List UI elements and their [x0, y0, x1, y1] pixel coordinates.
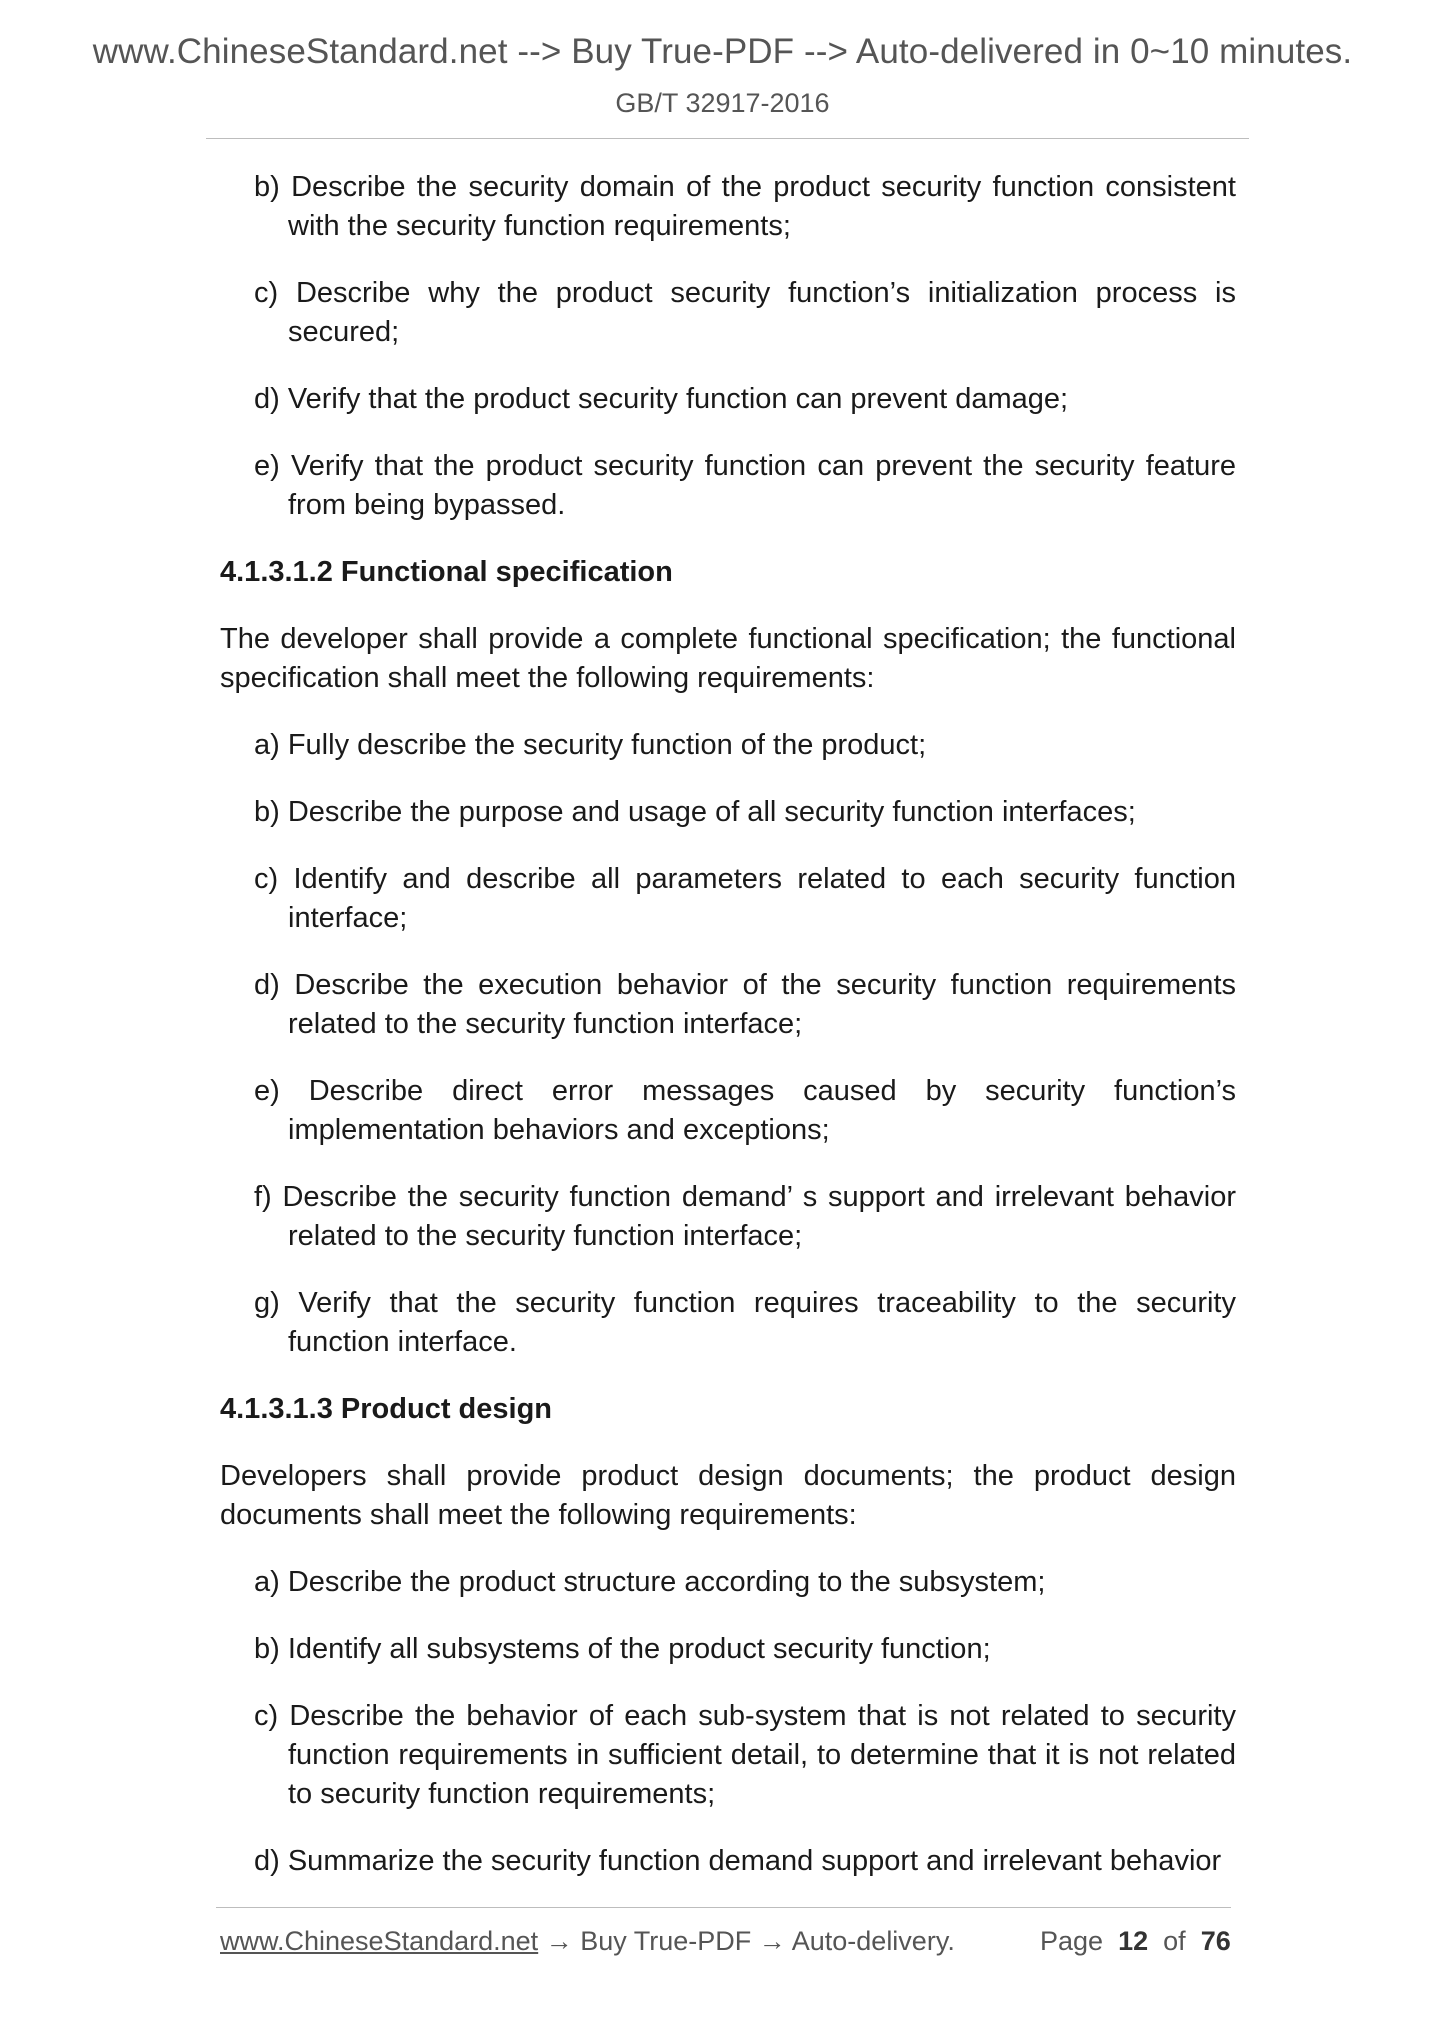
- total-pages: 76: [1200, 1926, 1231, 1956]
- page-indicator: [1040, 1926, 1231, 1957]
- list-item: d) Verify that the product security function can prevent damage;: [254, 383, 1069, 415]
- standard-number: GB/T 32917-2016: [615, 88, 830, 118]
- list-item: b) Describe the security domain of the product security function consistent with the security function requirements;: [254, 171, 1236, 242]
- top-banner: www.ChineseStandard.net --> Buy True-PDF --> Auto-delivered in 0~10 minutes.: [92, 32, 1353, 71]
- list-item: a) Fully describe the security function of the product;: [254, 729, 927, 761]
- document-body: [220, 168, 1236, 1909]
- header-divider: [206, 138, 1249, 139]
- section-intro: Developers shall provide product design documents; the product design documents shall meet the following requirements:: [220, 1460, 1236, 1531]
- footer-divider: [216, 1907, 1231, 1908]
- site-link[interactable]: www.ChineseStandard.net: [220, 1926, 539, 1956]
- of-label: of: [1163, 1926, 1186, 1956]
- list-item: a) Describe the product structure according to the subsystem;: [254, 1566, 1046, 1598]
- list-item: c) Identify and describe all parameters related to each security function interface;: [254, 863, 1236, 934]
- footer-tagline: → Buy True-PDF → Auto-delivery.: [538, 1926, 955, 1956]
- list-item: c) Describe why the product security function’s initialization process is secured;: [254, 277, 1236, 348]
- list-item: d) Describe the execution behavior of the security function requirements related to the security function interface;: [254, 969, 1236, 1040]
- list-item: d) Summarize the security function demand support and irrelevant behavior: [254, 1845, 1222, 1877]
- list-item: c) Describe the behavior of each sub-system that is not related to security function requirements in sufficient detail, to determine that it is not related to security function requirements;: [254, 1700, 1236, 1810]
- list-item: f) Describe the security function demand’ s support and irrelevant behavior related to the security function interface;: [254, 1181, 1236, 1252]
- footer-site: [220, 1926, 955, 1957]
- section-intro: The developer shall provide a complete functional specification; the functional specification shall meet the following requirements:: [220, 623, 1236, 694]
- section-heading: 4.1.3.1.2 Functional specification: [220, 556, 673, 588]
- list-item: b) Identify all subsystems of the product security function;: [254, 1633, 991, 1665]
- section-heading: 4.1.3.1.3 Product design: [220, 1393, 552, 1425]
- list-item: e) Verify that the product security function can prevent the security feature from being bypassed.: [254, 450, 1236, 521]
- list-item: g) Verify that the security function requires traceability to the security function interface.: [254, 1287, 1236, 1358]
- page-label: Page: [1040, 1926, 1104, 1956]
- list-item: e) Describe direct error messages caused by security function’s implementation behaviors and exceptions;: [254, 1075, 1236, 1146]
- page-number: 12: [1118, 1926, 1149, 1956]
- list-item: b) Describe the purpose and usage of all security function interfaces;: [254, 796, 1136, 828]
